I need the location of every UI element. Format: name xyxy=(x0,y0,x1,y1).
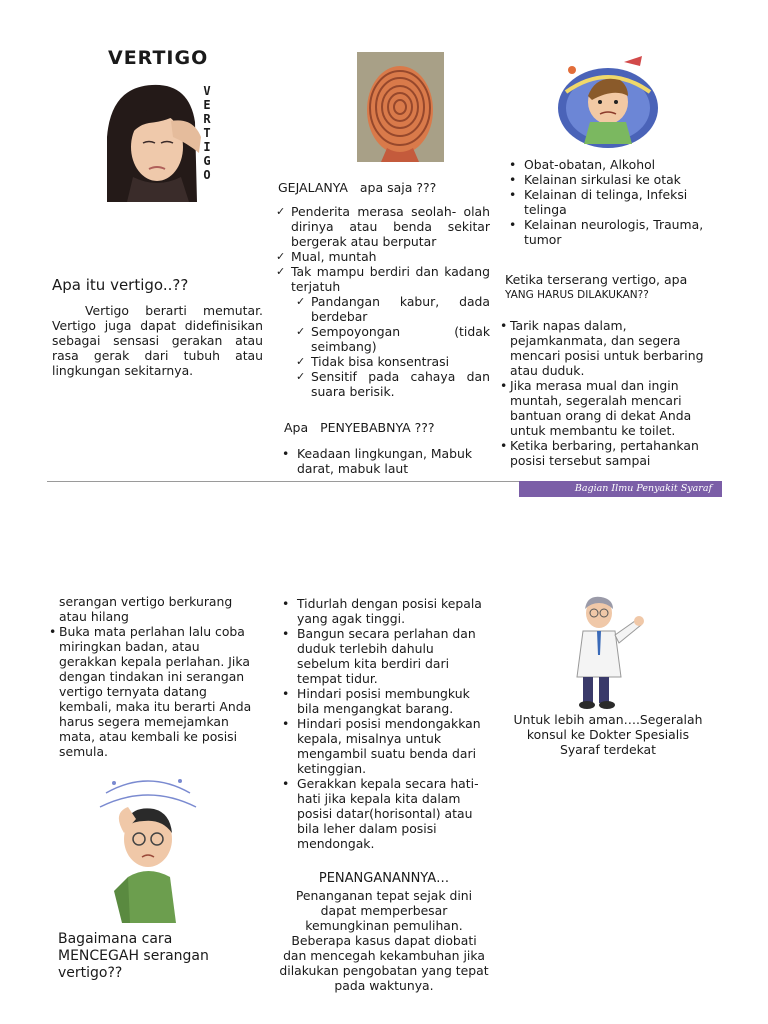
sub-symptom-item: ✓ Sensitif pada cahaya dan suara berisik. xyxy=(295,369,490,399)
vertigo-vertical-letters xyxy=(200,84,214,182)
vertical-letter: I xyxy=(203,140,211,154)
causes-cont-list xyxy=(505,157,715,247)
action-item: • Jika merasa mual dan ingin muntah, segeralah mencari bantuan orang di dekat Anda untuk membantu ke toilet. xyxy=(496,378,712,438)
page2-actions-list xyxy=(45,624,260,759)
symptoms-list-wrap xyxy=(275,204,490,399)
sub-symptom-item: ✓ Sempoyongan (tidak seimbang) xyxy=(295,324,490,354)
action-item: • Buka mata perlahan lalu coba miringkan badan, atau gerakkan kepala perlahan. Jika dengan tindakan ini serangan vertigo ternyata datang kembali, maka itu berarti Anda harus segera memejamkan mata, atau kembali ke posisi semula. xyxy=(45,624,260,759)
causes-heading: Apa PENYEBABNYA ??? xyxy=(284,420,435,435)
doctor-illustration xyxy=(569,595,649,710)
prevention-wrap xyxy=(278,596,490,851)
action-item: • Tarik napas dalam, pejamkanmata, dan segera mencari posisi untuk berbaring atau duduk. xyxy=(496,318,712,378)
causes-list xyxy=(278,446,490,476)
prevention-item: • Tidurlah dengan posisi kepala yang agak tinggi. xyxy=(278,596,490,626)
vertical-letter: T xyxy=(203,126,211,140)
vertical-letter: G xyxy=(203,154,211,168)
causes-cont-wrap xyxy=(505,157,715,247)
prevention-list xyxy=(278,596,490,851)
actions-list xyxy=(496,318,712,468)
vertical-letter: E xyxy=(203,98,211,112)
symptoms-list xyxy=(275,204,490,294)
symptom-item: ✓ Tak mampu berdiri dan kadang terjatuh xyxy=(275,264,490,294)
symptoms-heading: GEJALANYA apa saja ??? xyxy=(278,180,437,195)
doctor-advice: Untuk lebih aman….Segeralah konsul ke Dokter Spesialis Syaraf terdekat xyxy=(513,712,703,757)
cause-item: • Kelainan di telinga, Infeksi telinga xyxy=(505,187,715,217)
causes-list-wrap xyxy=(278,446,490,476)
department-label: Bagian Ilmu Penyakit Syaraf xyxy=(574,483,712,494)
prevention-item: • Hindari posisi membungkuk bila mengangkat barang. xyxy=(278,686,490,716)
sub-symptom-item: ✓ Tidak bisa konsentrasi xyxy=(295,354,490,369)
treatment-heading: PENANGANANNYA… xyxy=(318,871,450,886)
cause-item: • Obat-obatan, Alkohol xyxy=(505,157,715,172)
action-intro: Ketika terserang vertigo, apa xyxy=(505,272,688,287)
spiral-face-illustration xyxy=(357,52,444,162)
dizzy-man-illustration xyxy=(84,773,212,923)
actions-wrap xyxy=(496,318,712,468)
prevention-item: • Gerakkan kepala secara hati-hati jika kepala kita dalam posisi datar(horisontal) atau bila leher dalam posisi mendongak. xyxy=(278,776,490,851)
prevention-item: • Hindari posisi mendongakkan kepala, misalnya untuk mengambil suatu benda dari ketinggian. xyxy=(278,716,490,776)
prevent-question: Bagaimana cara MENCEGAH serangan vertigo?? xyxy=(58,931,209,981)
department-banner xyxy=(519,481,722,497)
cause-item: • Kelainan sirkulasi ke otak xyxy=(505,172,715,187)
cause-item: • Kelainan neurologis, Trauma, tumor xyxy=(505,217,715,247)
what-is-vertigo-heading: Apa itu vertigo..?? xyxy=(52,276,189,294)
vertigo-title: VERTIGO xyxy=(108,47,209,69)
symptom-item: ✓ Mual, muntah xyxy=(275,249,490,264)
vertigo-definition: Vertigo berarti memutar. Vertigo juga dapat didefinisikan sebagai sensasi gerakan atau rasa gerak dari tubuh atau lingkungan sekitarnya. xyxy=(52,303,263,378)
prevention-item: • Bangun secara perlahan dan duduk terlebih dahulu sebelum kita berdiri dari tempat tidur. xyxy=(278,626,490,686)
action-heading: YANG HARUS DILAKUKAN?? xyxy=(505,289,649,301)
continued-text: serangan vertigo berkurang atau hilang xyxy=(59,594,233,624)
symptom-item: ✓ Penderita merasa seolah- olah dirinya atau benda sekitar bergerak atau berputar xyxy=(275,204,490,249)
vertical-letter: V xyxy=(203,84,211,98)
sub-symptoms-list xyxy=(295,294,490,399)
vertical-letter: R xyxy=(203,112,211,126)
dizzy-cartoon-illustration xyxy=(552,52,662,152)
page2-actions-wrap xyxy=(45,624,260,759)
sub-symptom-item: ✓ Pandangan kabur, dada berdebar xyxy=(295,294,490,324)
cause-item: • Keadaan lingkungan, Mabuk darat, mabuk laut xyxy=(278,446,490,476)
treatment-text: Penanganan tepat sejak dini dapat memperbesar kemungkinan pemulihan. Beberapa kasus dapat diobati dan mencegah kekambuhan jika dilakukan pengobatan yang tepat pada waktunya. xyxy=(279,888,489,993)
vertical-letter: O xyxy=(203,168,211,182)
action-item: • Ketika berbaring, pertahankan posisi tersebut sampai xyxy=(496,438,712,468)
